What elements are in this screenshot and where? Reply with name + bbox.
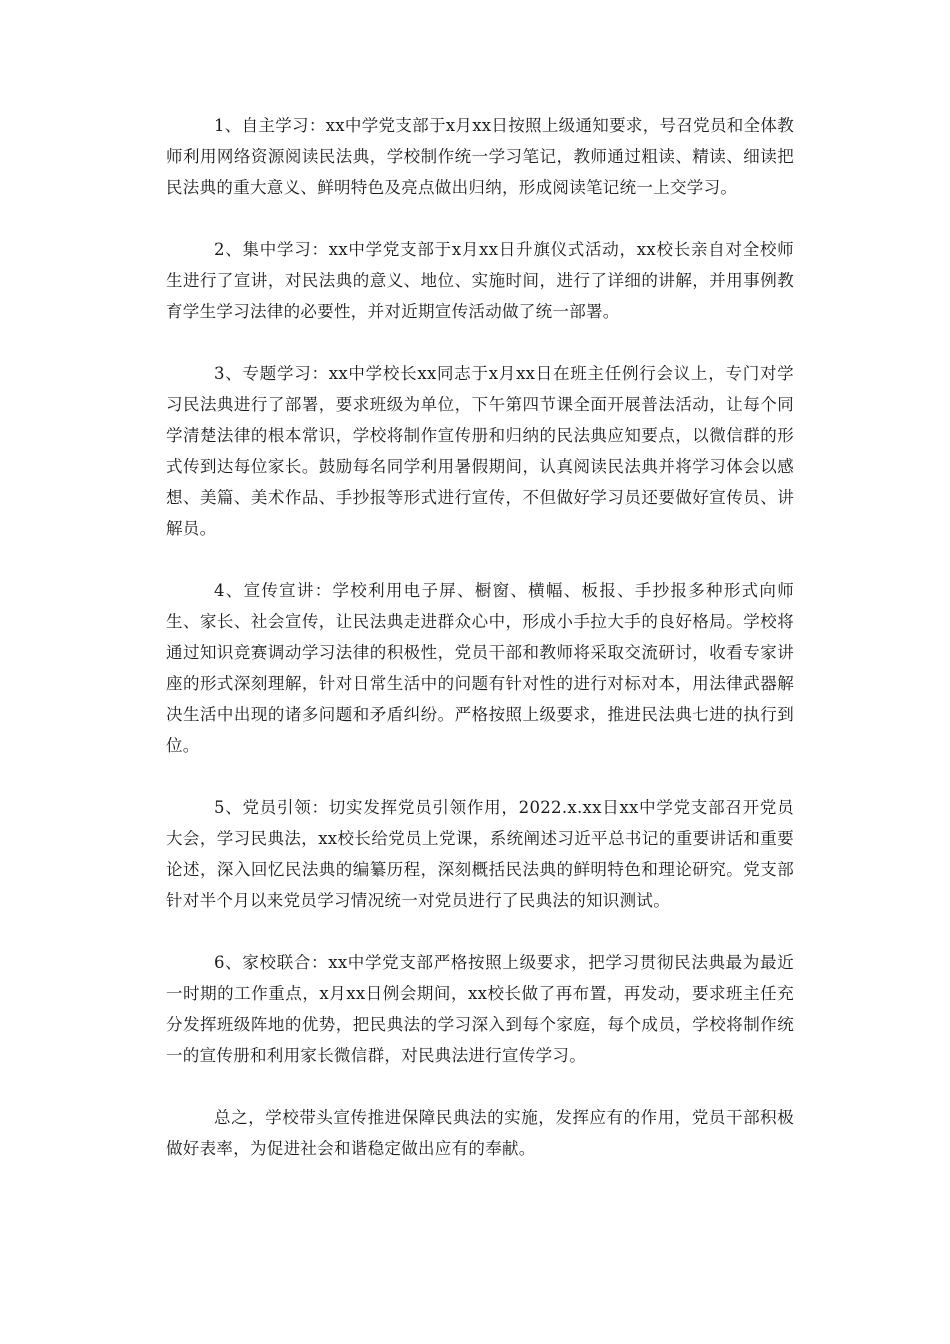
paragraph-topic-study: 3、专题学习：xx中学校长xx同志于x月xx日在班主任例行会议上，专门对学习民法典进行了部署，要求班级为单位，下午第四节课全面开展普法活动，让每个同学清楚法律的根本常识，学校将制作宣传册和归纳的民法典应知要点，以微信群的形式传到达每位家长。鼓励每名同学利用暑假期间，认真阅读民法典并将学习体会以感想、美篇、美术作品、手抄报等形式进行宣传，不但做好学习员还要做好宣传员、讲解员。: [166, 364, 794, 538]
paragraph-home-school: 6、家校联合：xx中学党支部严格按照上级要求，把学习贯彻民法典最为最近一时期的工作重点，x月xx日例会期间，xx校长做了再布置，再发动，要求班主任充分发挥班级阵地的优势，把民典法的学习深入到每个家庭，每个成员，学校将制作统一的宣传册和利用家长微信群，对民典法进行宣传学习。: [166, 953, 794, 1065]
paragraph-centralized-study: 2、集中学习：xx中学党支部于x月xx日升旗仪式活动，xx校长亲自对全校师生进行了宣讲，对民法典的意义、地位、实施时间，进行了详细的讲解，并用事例教育学生学习法律的必要性，并对近期宣传活动做了统一部署。: [166, 240, 794, 321]
paragraph-summary: 总之，学校带头宣传推进保障民典法的实施，发挥应有的作用，党员干部积极做好表率，为促进社会和谐稳定做出应有的奉献。: [166, 1108, 794, 1158]
paragraph-self-study: 1、自主学习：xx中学党支部于x月xx日按照上级通知要求，号召党员和全体教师利用网络资源阅读民法典，学校制作统一学习笔记，教师通过粗读、精读、细读把民法典的重大意义、鲜明特色及亮点做出归纳，形成阅读笔记统一上交学习。: [166, 116, 794, 197]
paragraph-publicity: 4、宣传宣讲：学校利用电子屏、橱窗、横幅、板报、手抄报多种形式向师生、家长、社会宣传，让民法典走进群众心中，形成小手拉大手的良好格局。学校将通过知识竞赛调动学习法律的积极性，党员干部和教师将采取交流研讨，收看专家讲座的形式深刻理解，针对日常生活中的问题有针对性的进行对标对本，用法律武器解决生活中出现的诸多问题和矛盾纠纷。严格按照上级要求，推进民法典七进的执行到位。: [166, 581, 794, 755]
document-body: [166, 110, 794, 1195]
paragraph-party-lead: 5、党员引领：切实发挥党员引领作用，2022.x.xx日xx中学党支部召开党员大会，学习民典法，xx校长给党员上党课，系统阐述习近平总书记的重要讲话和重要论述，深入回忆民法典的编纂历程，深刻概括民法典的鲜明特色和理论研究。党支部针对半个月以来党员学习情况统一对党员进行了民典法的知识测试。: [166, 798, 794, 910]
